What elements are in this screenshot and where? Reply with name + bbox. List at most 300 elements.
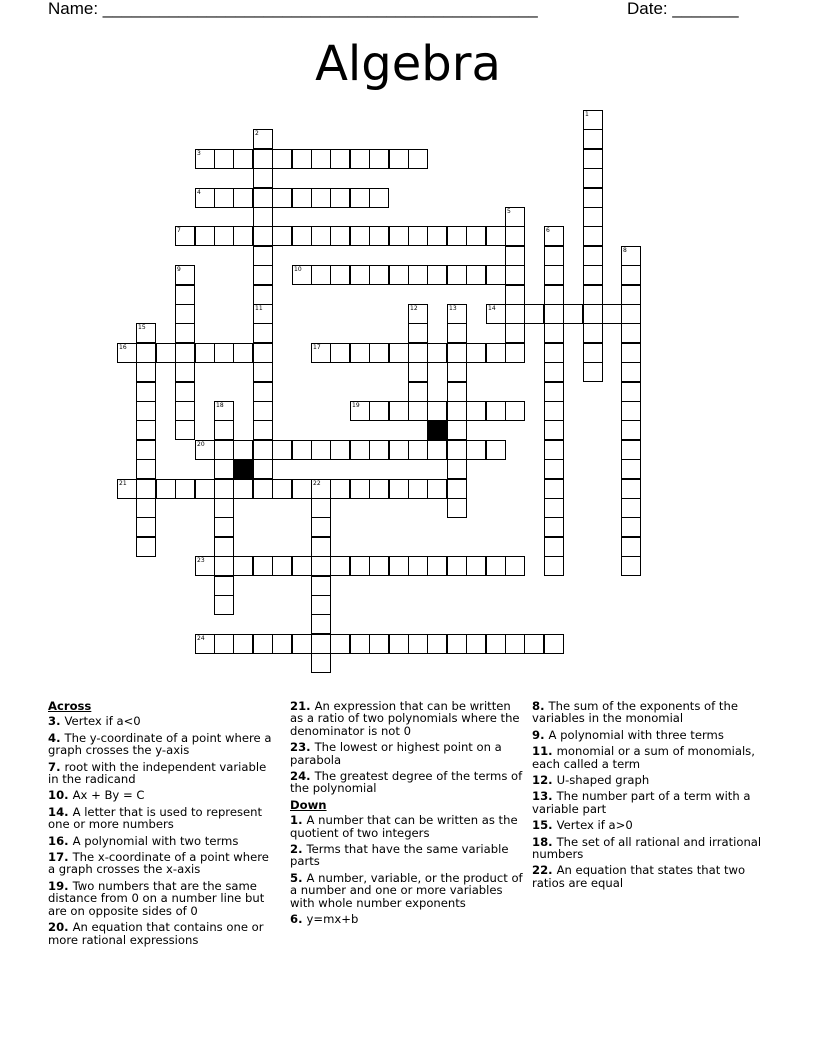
grid-cell[interactable]: [253, 304, 273, 324]
grid-cell[interactable]: [330, 440, 350, 460]
grid-cell[interactable]: [272, 479, 292, 499]
grid-cell[interactable]: [447, 323, 467, 343]
grid-cell[interactable]: [175, 304, 195, 324]
grid-cell[interactable]: [214, 479, 234, 499]
grid-cell[interactable]: [583, 343, 603, 363]
grid-cell[interactable]: [272, 440, 292, 460]
grid-cell[interactable]: [505, 226, 525, 246]
grid-cell[interactable]: [311, 517, 331, 537]
grid-cell[interactable]: [544, 265, 564, 285]
grid-cell[interactable]: [544, 401, 564, 421]
grid-cell[interactable]: [621, 323, 641, 343]
clue-number: 20: [197, 441, 205, 448]
grid-cell[interactable]: [369, 188, 389, 208]
grid-cell[interactable]: [427, 343, 447, 363]
grid-cell[interactable]: [272, 556, 292, 576]
grid-cell[interactable]: [253, 246, 273, 266]
grid-cell[interactable]: [214, 498, 234, 518]
grid-cell[interactable]: [253, 265, 273, 285]
grid-cell[interactable]: [583, 362, 603, 382]
grid-cell[interactable]: [233, 226, 253, 246]
grid-cell[interactable]: [350, 634, 370, 654]
grid-cell[interactable]: [583, 129, 603, 149]
grid-cell[interactable]: [369, 226, 389, 246]
grid-cell[interactable]: [156, 479, 176, 499]
grid-cell[interactable]: [544, 246, 564, 266]
grid-cell[interactable]: [253, 440, 273, 460]
grid-cell[interactable]: [583, 149, 603, 169]
grid-cell[interactable]: [544, 343, 564, 363]
grid-cell[interactable]: [330, 149, 350, 169]
grid-cell[interactable]: [524, 304, 544, 324]
grid-cell[interactable]: [330, 479, 350, 499]
grid-cell[interactable]: [330, 188, 350, 208]
grid-cell[interactable]: [311, 595, 331, 615]
grid-cell[interactable]: [117, 479, 137, 499]
grid-cell[interactable]: [544, 226, 564, 246]
grid-cell[interactable]: [621, 498, 641, 518]
grid-cell[interactable]: [447, 440, 467, 460]
grid-cell[interactable]: [389, 440, 409, 460]
clue-number: 11: [255, 305, 263, 312]
grid-cell[interactable]: [544, 440, 564, 460]
grid-cell[interactable]: [175, 362, 195, 382]
grid-cell[interactable]: [136, 420, 156, 440]
grid-cell[interactable]: [389, 479, 409, 499]
grid-cell[interactable]: [214, 188, 234, 208]
grid-cell[interactable]: [447, 265, 467, 285]
grid-cell[interactable]: [311, 614, 331, 634]
grid-cell[interactable]: [233, 479, 253, 499]
grid-cell[interactable]: [233, 343, 253, 363]
grid-cell[interactable]: [214, 459, 234, 479]
clue-column-3: [532, 700, 768, 893]
clue-number: 16: [119, 344, 127, 351]
grid-cell[interactable]: [466, 634, 486, 654]
grid-cell[interactable]: [408, 479, 428, 499]
grid-cell[interactable]: [253, 459, 273, 479]
grid-cell[interactable]: [621, 265, 641, 285]
grid-cell[interactable]: [136, 362, 156, 382]
grid-cell[interactable]: [544, 382, 564, 402]
grid-cell[interactable]: [292, 440, 312, 460]
grid-cell[interactable]: [292, 634, 312, 654]
grid-cell[interactable]: [466, 440, 486, 460]
clue-number: 14: [488, 305, 496, 312]
grid-cell[interactable]: [136, 401, 156, 421]
grid-cell[interactable]: [311, 576, 331, 596]
grid-cell[interactable]: [253, 401, 273, 421]
grid-cell[interactable]: [350, 401, 370, 421]
grid-cell[interactable]: [447, 362, 467, 382]
grid-cell[interactable]: [544, 304, 564, 324]
grid-cell[interactable]: [621, 285, 641, 305]
grid-cell[interactable]: [583, 265, 603, 285]
clue-item: [532, 774, 768, 786]
clue-item-text: The sum of the exponents of the variables in the monomial: [532, 699, 738, 726]
grid-cell[interactable]: [195, 343, 215, 363]
grid-cell[interactable]: [447, 479, 467, 499]
grid-cell[interactable]: [369, 440, 389, 460]
grid-cell[interactable]: [136, 479, 156, 499]
grid-cell[interactable]: [214, 537, 234, 557]
grid-cell[interactable]: [195, 188, 215, 208]
grid-cell[interactable]: [583, 188, 603, 208]
grid-cell[interactable]: [621, 459, 641, 479]
clue-item: [290, 872, 526, 909]
grid-cell[interactable]: [583, 226, 603, 246]
grid-cell[interactable]: [272, 188, 292, 208]
grid-cell[interactable]: [330, 634, 350, 654]
grid-cell[interactable]: [544, 479, 564, 499]
grid-cell[interactable]: [505, 323, 525, 343]
grid-cell[interactable]: [621, 362, 641, 382]
grid-cell[interactable]: [369, 479, 389, 499]
grid-cell[interactable]: [175, 285, 195, 305]
grid-cell[interactable]: [175, 401, 195, 421]
grid-cell[interactable]: [195, 556, 215, 576]
grid-cell[interactable]: [583, 323, 603, 343]
grid-cell[interactable]: [175, 265, 195, 285]
grid-cell[interactable]: [389, 226, 409, 246]
grid-cell[interactable]: [195, 634, 215, 654]
clue-number: 2: [255, 130, 259, 137]
grid-cell[interactable]: [214, 420, 234, 440]
grid-cell[interactable]: [330, 226, 350, 246]
grid-cell[interactable]: [369, 401, 389, 421]
grid-cell[interactable]: [214, 401, 234, 421]
grid-cell[interactable]: [389, 401, 409, 421]
grid-cell[interactable]: [466, 226, 486, 246]
grid-cell[interactable]: [486, 634, 506, 654]
grid-cell[interactable]: [447, 420, 467, 440]
grid-cell[interactable]: [195, 440, 215, 460]
grid-cell[interactable]: [253, 149, 273, 169]
clue-item-dot: .: [298, 870, 307, 885]
grid-cell[interactable]: [369, 149, 389, 169]
grid-cell[interactable]: [272, 149, 292, 169]
grid-cell[interactable]: [253, 420, 273, 440]
grid-cell[interactable]: [486, 343, 506, 363]
grid-cell[interactable]: [350, 440, 370, 460]
clue-item: [532, 790, 768, 815]
clue-number: 8: [623, 247, 627, 254]
grid-cell[interactable]: [369, 343, 389, 363]
grid-cell[interactable]: [311, 537, 331, 557]
grid-cell[interactable]: [117, 343, 137, 363]
grid-cell[interactable]: [621, 556, 641, 576]
clue-item-number: 8: [532, 699, 541, 713]
grid-cell[interactable]: [408, 382, 428, 402]
grid-cell[interactable]: [292, 479, 312, 499]
grid-cell[interactable]: [544, 556, 564, 576]
grid-cell[interactable]: [447, 401, 467, 421]
grid-cell[interactable]: [486, 265, 506, 285]
grid-cell[interactable]: [389, 343, 409, 363]
grid-cell[interactable]: [253, 362, 273, 382]
clue-item-text: The x-coordinate of a point where a graph crosses the x-axis: [48, 850, 269, 877]
grid-cell[interactable]: [330, 556, 350, 576]
grid-cell[interactable]: [447, 459, 467, 479]
grid-cell[interactable]: [136, 382, 156, 402]
grid-cell[interactable]: [466, 556, 486, 576]
grid-cell[interactable]: [253, 323, 273, 343]
grid-cell[interactable]: [330, 343, 350, 363]
grid-cell[interactable]: [175, 323, 195, 343]
grid-cell[interactable]: [544, 498, 564, 518]
grid-cell[interactable]: [544, 362, 564, 382]
grid-cell[interactable]: [544, 517, 564, 537]
grid-cell[interactable]: [272, 634, 292, 654]
clue-number: 10: [294, 266, 302, 273]
grid-cell[interactable]: [505, 343, 525, 363]
grid-cell[interactable]: [156, 343, 176, 363]
clue-item-number: 14: [48, 804, 65, 819]
grid-cell[interactable]: [427, 556, 447, 576]
grid-cell[interactable]: [583, 304, 603, 324]
grid-cell[interactable]: [389, 556, 409, 576]
grid-cell[interactable]: [408, 634, 428, 654]
grid-cell[interactable]: [253, 343, 273, 363]
grid-cell[interactable]: [253, 188, 273, 208]
grid-cell[interactable]: [369, 634, 389, 654]
grid-cell[interactable]: [389, 265, 409, 285]
grid-cell[interactable]: [621, 382, 641, 402]
grid-cell[interactable]: [136, 440, 156, 460]
clue-number: 7: [177, 227, 181, 234]
grid-cell[interactable]: [369, 556, 389, 576]
clue-item-number: 17: [48, 850, 65, 865]
grid-cell[interactable]: [389, 149, 409, 169]
grid-cell[interactable]: [389, 634, 409, 654]
grid-cell[interactable]: [233, 556, 253, 576]
grid-cell[interactable]: [136, 517, 156, 537]
grid-cell[interactable]: [621, 420, 641, 440]
grid-cell[interactable]: [408, 323, 428, 343]
grid-cell[interactable]: [136, 323, 156, 343]
grid-cell[interactable]: [602, 304, 622, 324]
grid-cell[interactable]: [311, 149, 331, 169]
grid-cell[interactable]: [233, 188, 253, 208]
grid-cell[interactable]: [583, 168, 603, 188]
grid-cell[interactable]: [311, 556, 331, 576]
grid-cell[interactable]: [175, 226, 195, 246]
grid-cell[interactable]: [466, 401, 486, 421]
grid-cell[interactable]: [350, 188, 370, 208]
grid-cell[interactable]: [447, 343, 467, 363]
grid-cell[interactable]: [621, 440, 641, 460]
clue-item: [48, 880, 276, 917]
grid-cell[interactable]: [447, 556, 467, 576]
grid-cell[interactable]: [311, 226, 331, 246]
grid-cell[interactable]: [486, 556, 506, 576]
grid-cell[interactable]: [311, 343, 331, 363]
grid-cell[interactable]: [253, 382, 273, 402]
grid-cell[interactable]: [253, 207, 273, 227]
clue-item-text: An expression that can be written as a ratio of two polynomials where the denominator is not 0: [290, 699, 520, 738]
grid-cell[interactable]: [253, 226, 273, 246]
grid-cell[interactable]: [621, 479, 641, 499]
grid-cell[interactable]: [427, 634, 447, 654]
grid-cell[interactable]: [408, 304, 428, 324]
grid-cell[interactable]: [408, 265, 428, 285]
grid-cell[interactable]: [253, 285, 273, 305]
clue-number: 3: [197, 150, 201, 157]
grid-cell[interactable]: [292, 149, 312, 169]
grid-cell[interactable]: [136, 459, 156, 479]
grid-cell[interactable]: [583, 110, 603, 130]
grid-cell[interactable]: [621, 537, 641, 557]
clue-item-text: A number, variable, or the product of a number and one or more variables with whole number exponents: [290, 870, 523, 910]
grid-cell[interactable]: [136, 537, 156, 557]
grid-cell[interactable]: [408, 362, 428, 382]
grid-cell[interactable]: [583, 207, 603, 227]
grid-cell[interactable]: [253, 556, 273, 576]
grid-cell[interactable]: [447, 498, 467, 518]
grid-cell[interactable]: [214, 517, 234, 537]
grid-cell[interactable]: [544, 285, 564, 305]
grid-cell[interactable]: [447, 304, 467, 324]
grid-cell[interactable]: [311, 440, 331, 460]
grid-cell[interactable]: [583, 246, 603, 266]
grid-cell[interactable]: [195, 479, 215, 499]
grid-cell[interactable]: [621, 517, 641, 537]
grid-cell[interactable]: [175, 382, 195, 402]
grid-cell[interactable]: [233, 440, 253, 460]
grid-cell[interactable]: [311, 265, 331, 285]
grid-cell[interactable]: [447, 634, 467, 654]
grid-cell[interactable]: [621, 343, 641, 363]
grid-cell[interactable]: [486, 226, 506, 246]
grid-cell[interactable]: [505, 265, 525, 285]
clue-item-number: 18: [532, 834, 549, 849]
grid-cell[interactable]: [486, 401, 506, 421]
grid-cell[interactable]: [427, 226, 447, 246]
grid-cell[interactable]: [544, 323, 564, 343]
grid-cell[interactable]: [505, 634, 525, 654]
grid-cell[interactable]: [214, 440, 234, 460]
clue-item-dot: .: [56, 730, 65, 745]
grid-cell[interactable]: [583, 285, 603, 305]
grid-cell[interactable]: [175, 420, 195, 440]
grid-cell[interactable]: [544, 634, 564, 654]
grid-cell[interactable]: [447, 382, 467, 402]
grid-cell[interactable]: [233, 634, 253, 654]
grid-cell[interactable]: [311, 188, 331, 208]
grid-cell[interactable]: [427, 265, 447, 285]
grid-cell[interactable]: [505, 207, 525, 227]
grid-cell[interactable]: [214, 556, 234, 576]
grid-cell[interactable]: [214, 595, 234, 615]
grid-cell[interactable]: [292, 556, 312, 576]
grid-cell[interactable]: [505, 246, 525, 266]
grid-cell[interactable]: [408, 149, 428, 169]
grid-cell[interactable]: [214, 634, 234, 654]
grid-cell[interactable]: [427, 479, 447, 499]
grid-cell[interactable]: [505, 401, 525, 421]
grid-cell[interactable]: [292, 226, 312, 246]
grid-cell[interactable]: [447, 226, 467, 246]
grid-cell[interactable]: [253, 479, 273, 499]
grid-cell[interactable]: [408, 556, 428, 576]
grid-cell[interactable]: [136, 343, 156, 363]
clue-item: [290, 770, 526, 795]
grid-cell[interactable]: [486, 440, 506, 460]
grid-cell[interactable]: [621, 304, 641, 324]
grid-cell[interactable]: [505, 556, 525, 576]
clue-number: 12: [410, 305, 418, 312]
grid-cell[interactable]: [214, 149, 234, 169]
grid-cell[interactable]: [466, 343, 486, 363]
grid-cell[interactable]: [253, 168, 273, 188]
grid-cell[interactable]: [369, 265, 389, 285]
grid-cell[interactable]: [311, 498, 331, 518]
grid-cell[interactable]: [505, 304, 525, 324]
clue-item: [48, 806, 276, 831]
grid-cell[interactable]: [350, 265, 370, 285]
grid-cell[interactable]: [292, 188, 312, 208]
grid-cell[interactable]: [195, 226, 215, 246]
grid-cell[interactable]: [505, 285, 525, 305]
grid-cell[interactable]: [195, 149, 215, 169]
grid-cell[interactable]: [350, 479, 370, 499]
clue-item-number: 20: [48, 920, 65, 935]
grid-cell[interactable]: [350, 556, 370, 576]
grid-cell[interactable]: [253, 634, 273, 654]
clue-number: 9: [177, 266, 181, 273]
grid-cell[interactable]: [214, 343, 234, 363]
grid-cell[interactable]: [175, 479, 195, 499]
grid-cell[interactable]: [311, 634, 331, 654]
grid-cell[interactable]: [175, 343, 195, 363]
grid-cell[interactable]: [621, 246, 641, 266]
grid-cell[interactable]: [427, 440, 447, 460]
grid-cell[interactable]: [524, 634, 544, 654]
clue-item-dot: .: [64, 850, 73, 865]
grid-cell[interactable]: [214, 576, 234, 596]
date-field[interactable]: Date: _______: [627, 0, 739, 18]
grid-cell[interactable]: [214, 226, 234, 246]
grid-cell[interactable]: [233, 149, 253, 169]
clue-item-dot: .: [548, 773, 557, 788]
grid-cell[interactable]: [311, 479, 331, 499]
name-field[interactable]: Name: ______________________________________________: [48, 0, 538, 18]
grid-cell[interactable]: [621, 401, 641, 421]
grid-cell[interactable]: [350, 343, 370, 363]
grid-cell[interactable]: [544, 537, 564, 557]
grid-cell[interactable]: [408, 226, 428, 246]
grid-cell[interactable]: [544, 420, 564, 440]
grid-cell[interactable]: [253, 129, 273, 149]
grid-cell[interactable]: [544, 459, 564, 479]
grid-cell[interactable]: [330, 265, 350, 285]
grid-cell[interactable]: [311, 653, 331, 673]
grid-cell[interactable]: [292, 265, 312, 285]
grid-cell[interactable]: [427, 401, 447, 421]
grid-cell[interactable]: [486, 304, 506, 324]
grid-cell[interactable]: [350, 149, 370, 169]
grid-cell[interactable]: [466, 265, 486, 285]
grid-cell[interactable]: [350, 226, 370, 246]
clue-heading: Down: [290, 797, 327, 812]
grid-cell[interactable]: [136, 498, 156, 518]
grid-cell[interactable]: [408, 401, 428, 421]
grid-cell[interactable]: [408, 343, 428, 363]
grid-cell[interactable]: [563, 304, 583, 324]
grid-cell[interactable]: [272, 226, 292, 246]
grid-cell[interactable]: [408, 440, 428, 460]
clue-item-dot: .: [540, 727, 549, 742]
